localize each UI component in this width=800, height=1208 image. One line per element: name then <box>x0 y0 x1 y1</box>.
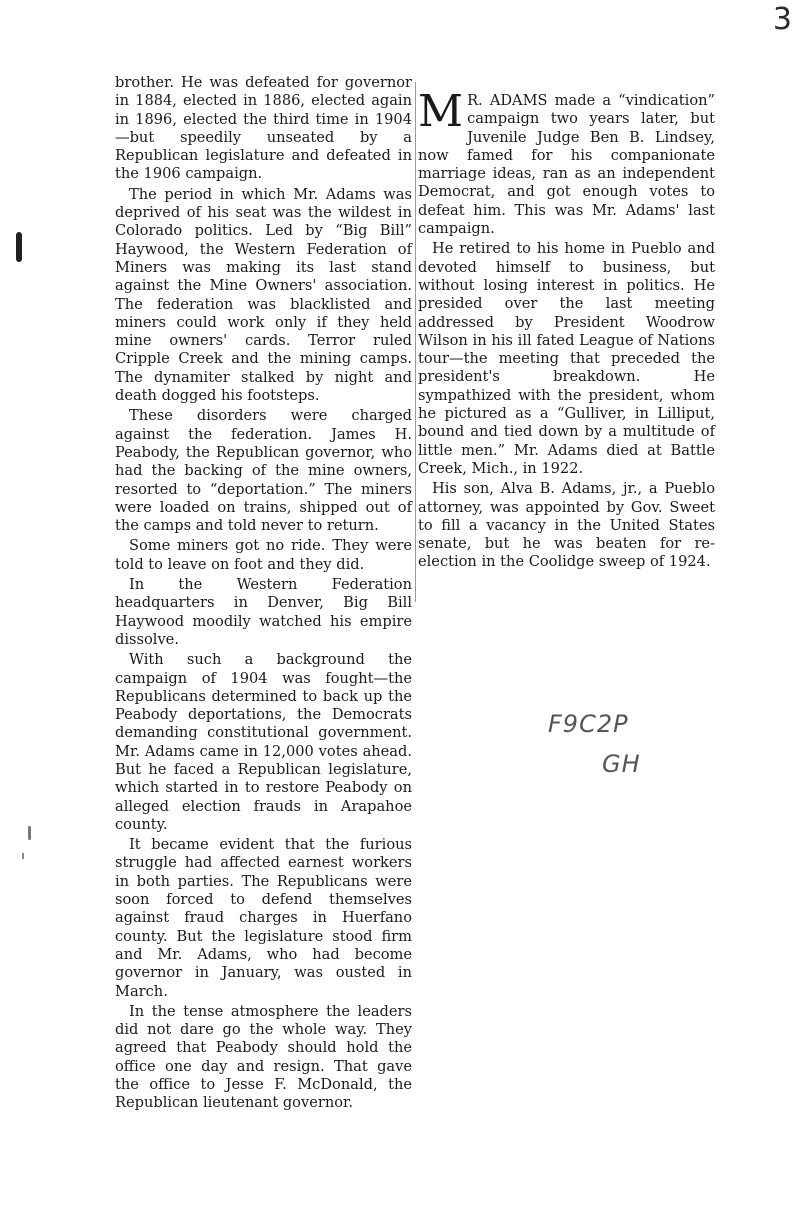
paragraph-with-dropcap <box>418 86 715 238</box>
paragraph-text: R. ADAMS made a “vindication” campaign two years later, but Juvenile Judge Ben B. Lindsey, now famed for his companionate marriage ideas, ran as an independent Democrat, and got enough votes to defeat him. This was Mr. Adams' last campaign. <box>418 92 715 238</box>
paragraph: The period in which Mr. Adams was deprived of his seat was the wildest in Colorado politics. Led by “Big Bill” Haywood, the Western Federation of Miners was making its last stand against the Mine Owners' association. The federation was blacklisted and miners could work only if they held mine owners' cards. Terror ruled Cripple Creek and the mining camps. The dynamiter stalked by night and death dogged his footsteps. <box>115 185 412 405</box>
handwritten-note <box>548 704 641 784</box>
page-number: 3 <box>772 2 792 37</box>
paragraph: In the Western Federation headquarters in Denver, Big Bill Haywood moodily watched his empire dissolve. <box>115 576 412 648</box>
drop-cap: M <box>418 86 464 137</box>
column-divider <box>415 82 416 602</box>
margin-mark <box>28 826 31 840</box>
paragraph: His son, Alva B. Adams, jr., a Pueblo attorney, was appointed by Gov. Sweet to fill a vacancy in the United States senate, but he was beaten for re-election in the Coolidge sweep of 1924. <box>418 480 715 571</box>
paragraph: With such a background the campaign of 1904 was fought—the Republicans determined to back up the Peabody deportations, the Democrats demanding constitutional government. Mr. Adams came in 12,000 votes ahead. But he faced a Republican legislature, which started in to restore Peabody on alleged election frauds in Arapahoe county. <box>115 651 412 833</box>
paragraph: Some miners got no ride. They were told to leave on foot and they did. <box>115 537 412 573</box>
handwritten-line: GH <box>602 750 641 778</box>
paragraph: It became evident that the furious struggle had affected earnest workers in both parties. The Republicans were soon forced to defend themselves against fraud charges in Huerfano county. But the legislature stood firm and Mr. Adams, who had become governor in January, was ousted in March. <box>115 836 412 1000</box>
paragraph: brother. He was defeated for governor in 1884, elected in 1886, elected again in 1896, elected the third time in 1904 —but speedily unseated by a Republican legislature and defeated in the 1906 campaign. <box>115 74 412 183</box>
margin-mark <box>16 232 22 262</box>
paragraph: These disorders were charged against the federation. James H. Peabody, the Republican governor, who had the backing of the mine owners, resorted to “deportation.” The miners were loaded on trains, shipped out of the camps and told never to return. <box>115 407 412 535</box>
margin-mark <box>22 853 24 859</box>
paragraph: He retired to his home in Pueblo and devoted himself to business, but without losing interest in politics. He presided over the last meeting addressed by President Woodrow Wilson in his ill fated League of Nations tour—the meeting that preceded the president's breakdown. He sympathized with the president, whom he pictured as a “Gulliver, in Lilliput, bound and tied down by a multitude of little men.” Mr. Adams died at Battle Creek, Mich., in 1922. <box>418 240 715 477</box>
handwritten-line: F9C2P <box>548 710 629 738</box>
right-column <box>418 86 715 574</box>
left-column <box>115 74 412 1115</box>
paragraph: In the tense atmosphere the leaders did not dare go the whole way. They agreed that Peabody should hold the office one day and resign. That gave the office to Jesse F. McDonald, the Republican lieutenant governor. <box>115 1002 412 1112</box>
